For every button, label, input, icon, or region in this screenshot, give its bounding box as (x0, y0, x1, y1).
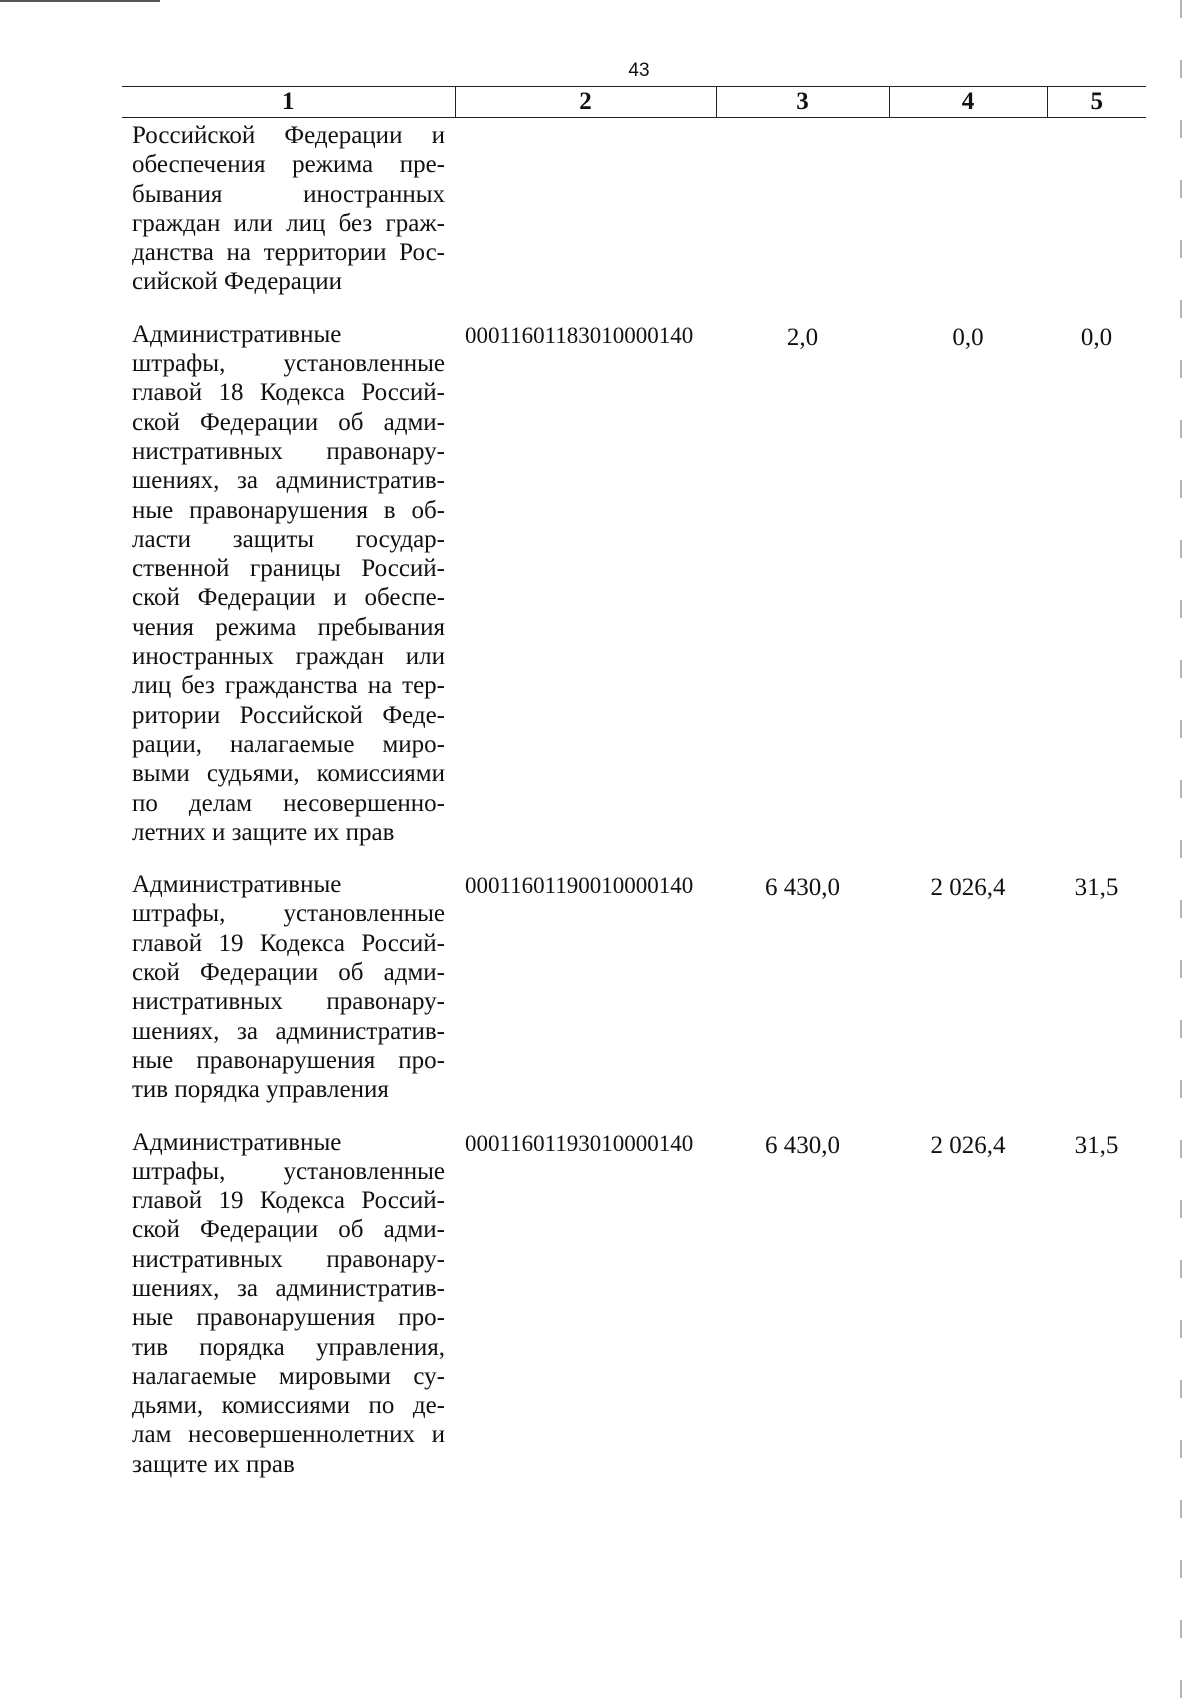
row-value-col3: 6 430,0 (765, 874, 840, 902)
description-line: штрафы, установленные (132, 350, 445, 378)
table-row (122, 1125, 1146, 1500)
row-value-col4: 0,0 (952, 323, 984, 351)
description-line: ритории Российской Феде- (132, 701, 445, 729)
row-value-col5 (1047, 118, 1146, 317)
budget-table (122, 86, 1146, 1499)
description-line: главой 19 Кодекса Россий- (132, 1187, 445, 1215)
table-row (122, 118, 1146, 317)
row-description (122, 867, 455, 1124)
description-line: Административные (132, 871, 342, 899)
table-row (122, 317, 1146, 867)
row-classification-code: 00011601193010000140 (465, 1130, 694, 1156)
description-line: главой 18 Кодекса Россий- (132, 379, 445, 407)
description-line: Административные (132, 320, 342, 348)
description-line: ные правонарушения в об- (132, 496, 445, 524)
description-line: тив порядка управления (132, 1076, 389, 1104)
description-line: ласти защиты государ- (132, 525, 445, 553)
row-description (122, 1125, 455, 1500)
scan-edge-top (0, 0, 160, 2)
description-line: ные правонарушения про- (132, 1304, 445, 1332)
description-line: ные правонарушения про- (132, 1046, 445, 1074)
row-classification-code (455, 118, 716, 317)
row-classification-code: 00011601183010000140 (465, 322, 694, 348)
column-header-5: 5 (1047, 87, 1146, 118)
description-line: ственной границы Россий- (132, 555, 445, 583)
description-line: лам несовершеннолетних и (132, 1421, 445, 1449)
table-row (122, 867, 1146, 1124)
description-line: Российской Федерации и (132, 122, 445, 149)
row-value-col3: 2,0 (786, 323, 819, 351)
description-line: главой 19 Кодекса Россий- (132, 929, 445, 957)
description-line: по делам несовершенно- (132, 789, 445, 817)
description-line: штрафы, установленные (132, 900, 445, 928)
scan-edge-right (1180, 0, 1182, 1706)
description-line: штрафы, установленные (132, 1157, 445, 1185)
row-value-col5: 31,5 (1074, 1131, 1119, 1159)
description-line: ской Федерации об адми- (132, 1216, 445, 1244)
column-header-2: 2 (455, 87, 716, 118)
description-line: Административные (132, 1128, 342, 1156)
description-line: сийской Федерации (132, 268, 343, 296)
description-line: выми судьями, комиссиями (132, 760, 445, 788)
description-line: ской Федерации об адми- (132, 408, 445, 436)
description-line: чения режима пребывания (132, 613, 445, 641)
description-line: дьями, комиссиями по де- (132, 1392, 445, 1420)
page-number: 43 (628, 60, 650, 81)
description-line: ской Федерации и обеспе- (132, 584, 445, 612)
row-value-col3: 6 430,0 (765, 1131, 840, 1159)
row-value-col4: 2 026,4 (930, 874, 1006, 902)
description-line: ской Федерации об адми- (132, 959, 445, 987)
row-value-col4 (889, 118, 1047, 317)
row-value-col3 (716, 118, 889, 317)
description-line: бывания иностранных (132, 180, 445, 208)
table-header (122, 87, 1146, 118)
description-line: иностранных граждан или (132, 643, 445, 671)
description-line: рации, налагаемые миро- (132, 730, 445, 758)
description-line: лиц без гражданства на тер- (132, 672, 445, 700)
row-description (122, 317, 455, 867)
description-line: нистративных правонару- (132, 988, 445, 1016)
description-line: шениях, за административ- (132, 1274, 445, 1302)
row-value-col5: 0,0 (1080, 323, 1113, 351)
description-line: нистративных правонару- (132, 437, 445, 465)
description-line: защите их прав (132, 1450, 295, 1478)
row-classification-code: 00011601190010000140 (465, 873, 694, 899)
row-value-col5: 31,5 (1074, 874, 1119, 902)
column-header-3: 3 (716, 87, 889, 118)
column-header-1: 1 (122, 87, 455, 118)
description-line: нистративных правонару- (132, 1245, 445, 1273)
description-line: летних и защите их прав (132, 818, 395, 846)
description-line: данства на территории Рос- (132, 239, 445, 267)
description-line: обеспечения режима пре- (132, 151, 445, 179)
description-line: шениях, за административ- (132, 467, 445, 495)
description-line: налагаемые мировыми су- (132, 1362, 445, 1390)
description-line: тив порядка управления, (132, 1333, 445, 1361)
row-description (122, 118, 455, 317)
description-line: граждан или лиц без граж- (132, 209, 445, 237)
column-header-4: 4 (889, 87, 1047, 118)
row-value-col4: 2 026,4 (930, 1131, 1006, 1159)
table-body (122, 118, 1146, 1500)
description-line: шениях, за административ- (132, 1017, 445, 1045)
